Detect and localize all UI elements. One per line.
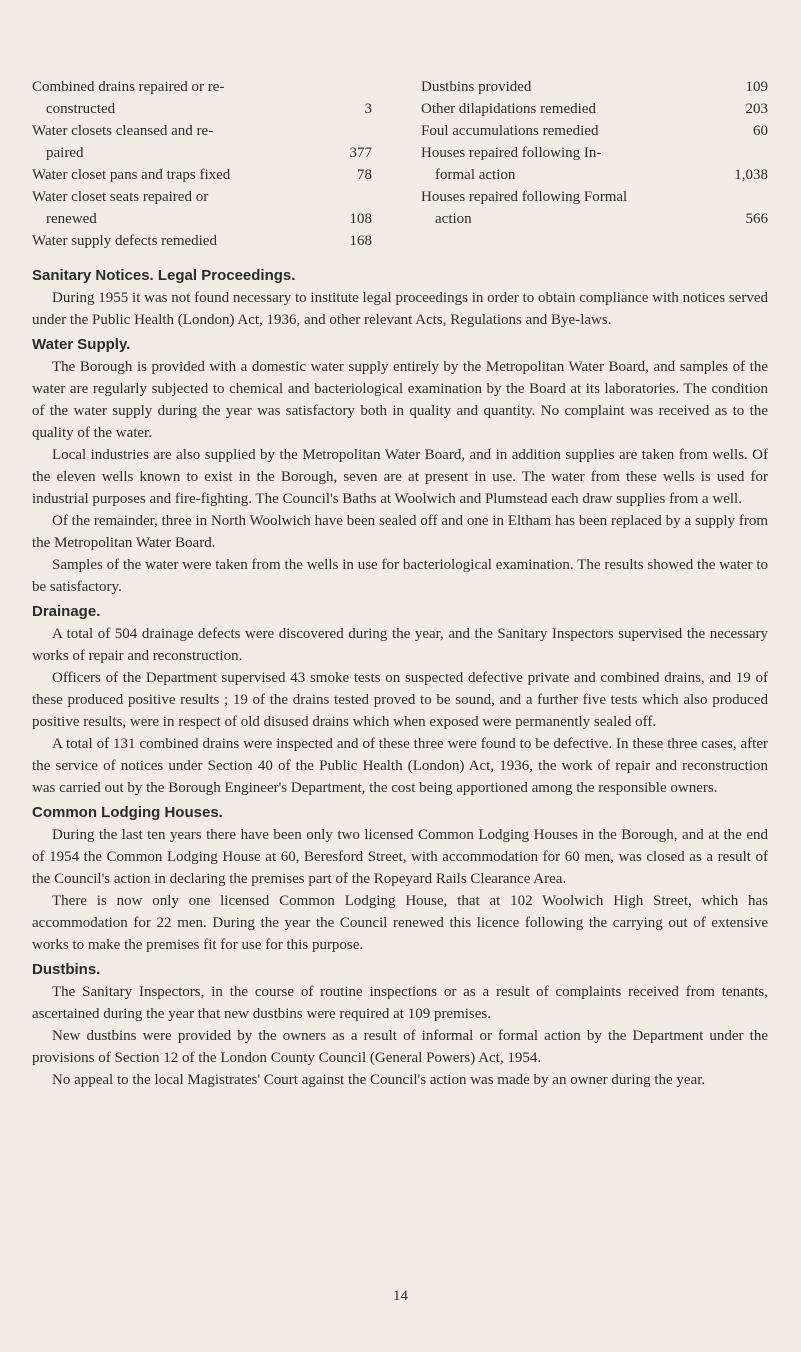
section-paragraph: Of the remainder, three in North Woolwich have been sealed off and one in Eltham has been replaced by a supply from the Metropolitan Water Board. [32,513,768,551]
statistic-row [32,120,372,164]
statistic-label-text: Foul accumulations remedied [421,123,599,139]
section-paragraph: The Borough is provided with a domestic water supply entirely by the Metropolitan Water Board, and samples of the water are regularly subjected to chemical and bacteriological examination by the Board at its laboratories. The condition of the water supply during the year was satisfactory both in quality and quantity. No complaint was received as to the quality of the water. [32,359,768,441]
statistic-value: 377 [349,145,372,161]
statistic-row [32,76,372,120]
section-paragraph: Samples of the water were taken from the wells in use for bacteriological examination. The results showed the water to be satisfactory. [32,557,768,595]
section-paragraph: A total of 504 drainage defects were discovered during the year, and the Sanitary Inspectors supervised the necessary works of repair and reconstruction. [32,626,768,664]
document-section [32,802,768,956]
document-section [32,601,768,799]
statistic-value: 78 [357,167,372,183]
statistic-label-text: Water closets cleansed and re- [32,123,214,139]
statistic-label [421,76,716,98]
statistics-tables [32,76,768,252]
statistic-label [32,164,322,186]
statistic-label-text: Dustbins provided [421,79,532,95]
section-paragraph: During the last ten years there have been only two licensed Common Lodging Houses in the Borough, and at the end of 1954 the Common Lodging House at 60, Beresford Street, with accommodation for 60 men, was closed as a result of the Council's action in declaring the premises part of the Ropeyard Rails Clearance Area. [32,827,768,887]
sections-container [32,265,768,1091]
statistic-label [421,142,716,186]
statistic-label-text: Water closet pans and traps fixed [32,167,231,183]
section-heading: Dustbins. [32,961,101,978]
statistic-label [421,186,716,230]
section-paragraph: During 1955 it was not found necessary to institute legal proceedings in order to obtain compliance with notices served under the Public Health (London) Act, 1936, and other relevant Acts, Regulations and Bye-laws. [32,290,768,328]
section-paragraph: The Sanitary Inspectors, in the course of routine inspections or as a result of complaints received from tenants, ascertained during the year that new dustbins were required at 109 premises. [32,984,768,1022]
statistic-label [32,186,322,230]
section-paragraph: Local industries are also supplied by the Metropolitan Water Board, and in addition supplies are taken from wells. Of the eleven wells known to exist in the Borough, seven are at present in use. The water from these wells is used for industrial purposes and fire-fighting. The Council's Baths at Woolwich and Plumstead each draw supplies from a well. [32,447,768,507]
statistic-row [32,186,372,230]
statistic-label-text: Houses repaired following Formal [421,189,628,205]
document-page [32,76,768,1091]
statistic-row [421,98,768,120]
right-statistics-column [421,76,768,252]
statistic-label-continuation: paired [46,145,84,161]
statistic-label [32,76,322,120]
statistic-label [32,120,322,164]
section-paragraph: Officers of the Department supervised 43 smoke tests on suspected defective private and combined drains, and 19 of these produced positive results ; 19 of the drains tested proved to be sound, and a further five tests which also produced positive results, were in respect of old disused drains which when exposed were permanently sealed off. [32,670,768,730]
statistic-label-continuation: renewed [46,211,97,227]
statistic-value: 566 [745,211,768,227]
page-number: 14 [393,1288,408,1304]
statistic-row [32,164,372,186]
left-statistics-column [32,76,372,252]
statistic-label-continuation: constructed [46,101,116,117]
statistic-row [421,120,768,142]
statistic-label [421,120,716,142]
statistic-value: 108 [349,211,372,227]
document-section [32,959,768,1091]
statistic-row [32,230,372,252]
statistic-value: 168 [349,233,372,249]
section-paragraph: A total of 131 combined drains were inspected and of these three were found to be defective. In these three cases, after the service of notices under Section 40 of the Public Health (London) Act, 1936, the work of repair and reconstruction was carried out by the Borough Engineer's Department, the cost being apportioned among the responsible owners. [32,736,768,796]
statistic-value: 3 [364,101,372,117]
statistic-label-text: Other dilapidations remedied [421,101,596,117]
section-paragraph: There is now only one licensed Common Lodging House, that at 102 Woolwich High Street, which has accommodation for 22 men. During the year the Council renewed this licence following the carrying out of extensive works to make the premises fit for use for this purpose. [32,893,768,953]
statistic-row [421,186,768,230]
section-heading: Common Lodging Houses. [32,804,223,821]
section-heading: Drainage. [32,603,101,620]
statistic-label-continuation: action [435,211,472,227]
section-paragraph: No appeal to the local Magistrates' Court against the Council's action was made by an owner during the year. [52,1072,706,1088]
section-heading: Water Supply. [32,336,131,353]
section-paragraph: New dustbins were provided by the owners as a result of informal or formal action by the Department under the provisions of Section 12 of the London County Council (General Powers) Act, 1954. [32,1028,768,1066]
statistic-value: 60 [753,123,768,139]
statistic-value: 1,038 [734,167,768,183]
statistic-value: 203 [745,101,768,117]
statistic-row [421,142,768,186]
statistic-label-text: Water closet seats repaired or [32,189,209,205]
statistic-label [421,98,716,120]
section-heading: Sanitary Notices. Legal Proceedings. [32,267,296,284]
statistic-label-text: Houses repaired following In- [421,145,602,161]
statistic-label-continuation: formal action [435,167,516,183]
statistic-value: 109 [745,79,768,95]
statistic-label-text: Water supply defects remedied [32,233,217,249]
document-section [32,265,768,331]
statistic-label-text: Combined drains repaired or re- [32,79,225,95]
statistic-row [421,76,768,98]
document-section [32,334,768,598]
statistic-label [32,230,322,252]
